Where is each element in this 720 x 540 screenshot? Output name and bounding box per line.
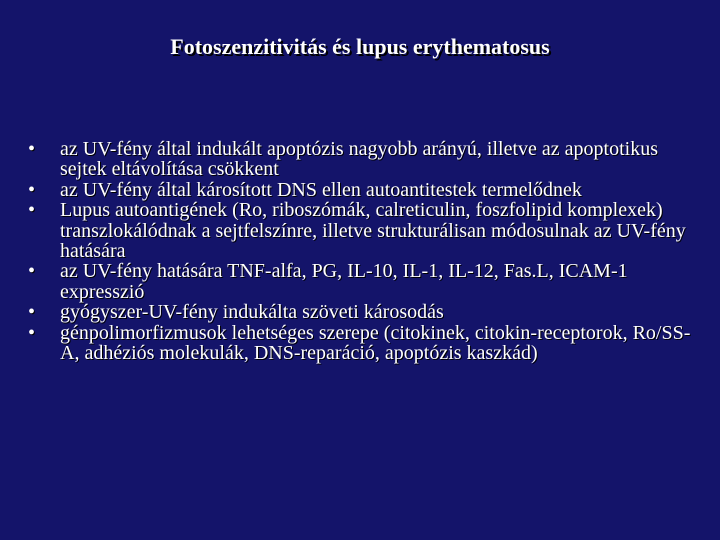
- bullet-marker: •: [28, 301, 36, 324]
- slide-title: Fotoszenzitivitás és lupus erythematosus: [170, 34, 550, 59]
- bullet-text: az UV-fény hatására TNF-alfa, PG, IL-10, IL-1, IL-12, Fas.L, ICAM-1 expresszió: [60, 260, 628, 303]
- bullet-list: [28, 139, 700, 363]
- bullet-item: [28, 261, 700, 302]
- bullet-text: génpolimorfizmusok lehetséges szerepe (citokinek, citokin-receptorok, Ro/SS-A, adhéziós molekulák, DNS-reparáció, apoptózis kaszkád): [60, 321, 691, 365]
- bullet-item: [28, 139, 700, 180]
- bullet-item: [28, 180, 700, 200]
- bullet-text: gyógyszer-UV-fény indukálta szöveti károsodás: [60, 301, 444, 324]
- bullet-marker: •: [28, 178, 36, 201]
- bullet-item: [28, 200, 700, 261]
- bullet-marker: •: [28, 321, 36, 344]
- bullet-text: Lupus autoantigének (Ro, riboszómák, calreticulin, foszfolipid komplexek) transzlokálódnak a sejtfelszínre, illetve strukturálisan módosulnak az UV-fény hatására: [60, 199, 686, 263]
- bullet-text: az UV-fény által indukált apoptózis nagyobb arányú, illetve az apoptotikus sejtek eltávolítása csökkent: [60, 138, 658, 181]
- bullet-marker: •: [28, 260, 36, 283]
- bullet-marker: •: [28, 199, 36, 222]
- bullet-text: az UV-fény által károsított DNS ellen autoantitestek termelődnek: [60, 178, 582, 201]
- bullet-item: [28, 323, 700, 364]
- bullet-marker: •: [28, 138, 36, 160]
- bullet-item: [28, 302, 700, 322]
